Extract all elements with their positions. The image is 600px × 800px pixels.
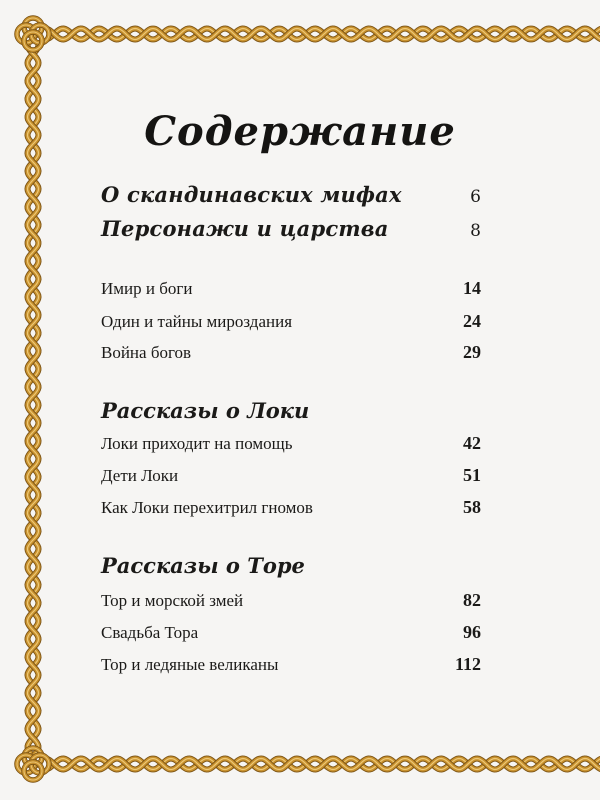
toc-entry-label: Война богов: [101, 343, 192, 362]
toc-page-number: 82: [463, 590, 481, 610]
toc-page-number: 24: [463, 311, 481, 331]
toc-entry-row[interactable]: [101, 311, 481, 337]
toc-entry-label: Тор и морской змей: [101, 591, 244, 610]
rope-top-edge: [48, 29, 600, 40]
toc-page-number: 51: [463, 465, 481, 485]
toc-entry-label: Свадьба Тора: [101, 623, 199, 642]
toc-page-number: 14: [463, 278, 481, 298]
toc-page-number: 58: [463, 497, 481, 517]
toc-entry-row[interactable]: [101, 433, 481, 459]
toc-page-number: 8: [470, 221, 481, 241]
section-heading-loki: Рассказы о Локи: [101, 398, 310, 423]
toc-intro-row[interactable]: [101, 182, 481, 208]
rope-bottom-edge: [48, 759, 600, 770]
toc-intro-row[interactable]: [101, 216, 481, 242]
toc-entry-row[interactable]: [101, 590, 481, 616]
toc-page-number: 29: [463, 342, 481, 362]
toc-entry-label: Один и тайны мироздания: [101, 312, 293, 331]
toc-page-number: 42: [463, 433, 481, 453]
toc-entry-label: Имир и боги: [101, 279, 193, 298]
toc-entry-label: Дети Локи: [101, 466, 179, 485]
toc-page-number: 96: [463, 622, 481, 642]
toc-entry-row[interactable]: [101, 497, 481, 523]
toc-entry-label: Персонажи и царства: [101, 216, 389, 241]
toc-entry-label: О скандинавских мифах: [101, 182, 402, 207]
toc-entry-label: Как Локи перехитрил гномов: [101, 498, 313, 517]
toc-page-number: 112: [454, 654, 481, 674]
toc-entry-row[interactable]: [101, 342, 481, 368]
toc-page-number: 6: [470, 187, 481, 207]
page-title: Содержание: [144, 108, 456, 155]
toc-entry-label: Тор и ледяные великаны: [101, 655, 279, 674]
toc-entry-row[interactable]: [101, 654, 481, 680]
toc-entry-label: Локи приходит на помощь: [101, 434, 293, 453]
toc-entry-row[interactable]: [101, 465, 481, 491]
toc-entry-row[interactable]: [101, 622, 481, 648]
toc-entry-row[interactable]: [101, 278, 481, 304]
section-heading-thor: Рассказы о Торе: [101, 553, 305, 578]
